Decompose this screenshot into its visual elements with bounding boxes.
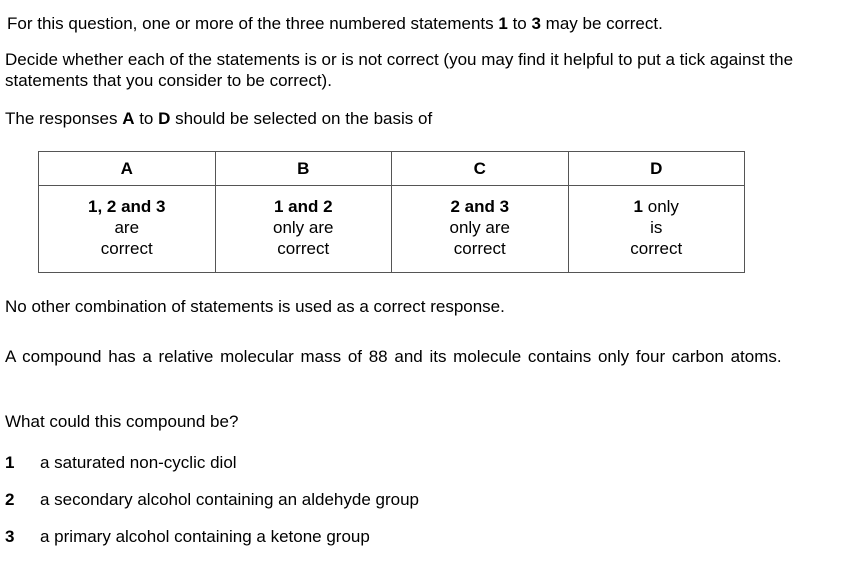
- option-a-line-2: are: [114, 218, 140, 237]
- intro-text-post: may be correct.: [540, 14, 663, 33]
- statement-number: 3: [5, 527, 15, 546]
- intro-text-pre: For this question, one or more of the three numbered statements: [7, 14, 499, 33]
- option-a-line-1: [39, 196, 215, 217]
- option-c-line-3: correct: [453, 239, 506, 258]
- option-d-line-3: correct: [630, 239, 683, 258]
- intro-text: [7, 13, 663, 34]
- statement-number: 2: [5, 490, 15, 509]
- option-b-statements: 1 and 2: [273, 197, 333, 216]
- option-d-statements: 1: [633, 197, 644, 216]
- question-prompt: What could this compound be?: [5, 412, 239, 431]
- statement-text: a secondary alcohol containing an aldehyde group: [40, 490, 419, 509]
- question-stem: A compound has a relative molecular mass of 88 and its molecule contains only four carbon atoms.: [5, 347, 782, 366]
- option-c-cell: [392, 186, 569, 273]
- statement-text: a saturated non-cyclic diol: [40, 453, 237, 472]
- option-a-statements: 1, 2 and 3: [88, 197, 166, 216]
- option-a-cell: [39, 186, 216, 273]
- option-a-header: A: [39, 152, 216, 186]
- basis-last-letter: D: [158, 109, 171, 128]
- no-other-combination-note: No other combination of statements is used as a correct response.: [5, 297, 505, 316]
- option-c-header: C: [392, 152, 569, 186]
- intro-first-number: 1: [498, 14, 508, 33]
- statement-text: a primary alcohol containing a ketone group: [40, 527, 370, 546]
- option-b-line-3: correct: [277, 239, 330, 258]
- option-d-only: only: [643, 197, 679, 216]
- response-options-table: [38, 151, 745, 273]
- option-b-cell: [215, 186, 392, 273]
- basis-text-post: should be selected on the basis of: [170, 109, 433, 128]
- basis-first-letter: A: [122, 109, 135, 128]
- option-d-cell: [568, 186, 745, 273]
- basis-text: [5, 108, 432, 129]
- option-c-line-2: only are: [449, 218, 510, 237]
- response-options-header-row: [39, 152, 745, 186]
- option-d-line-1: [569, 196, 745, 217]
- statement-number: 1: [5, 453, 15, 472]
- option-c-line-1: [392, 196, 568, 217]
- intro-text-mid: to: [507, 14, 532, 33]
- option-b-line-1: [216, 196, 392, 217]
- option-d-header: D: [568, 152, 745, 186]
- option-b-header: B: [215, 152, 392, 186]
- intro-last-number: 3: [531, 14, 541, 33]
- option-c-statements: 2 and 3: [450, 197, 510, 216]
- option-a-line-3: correct: [100, 239, 153, 258]
- basis-text-pre: The responses: [5, 109, 123, 128]
- decide-instruction: Decide whether each of the statements is or is not correct (you may find it helpful to put a tick against the statements that you consider to be correct).: [5, 50, 794, 90]
- option-d-line-2: is: [650, 218, 663, 237]
- response-options-body-row: [39, 186, 745, 273]
- option-b-line-2: only are: [273, 218, 334, 237]
- basis-text-mid: to: [134, 109, 159, 128]
